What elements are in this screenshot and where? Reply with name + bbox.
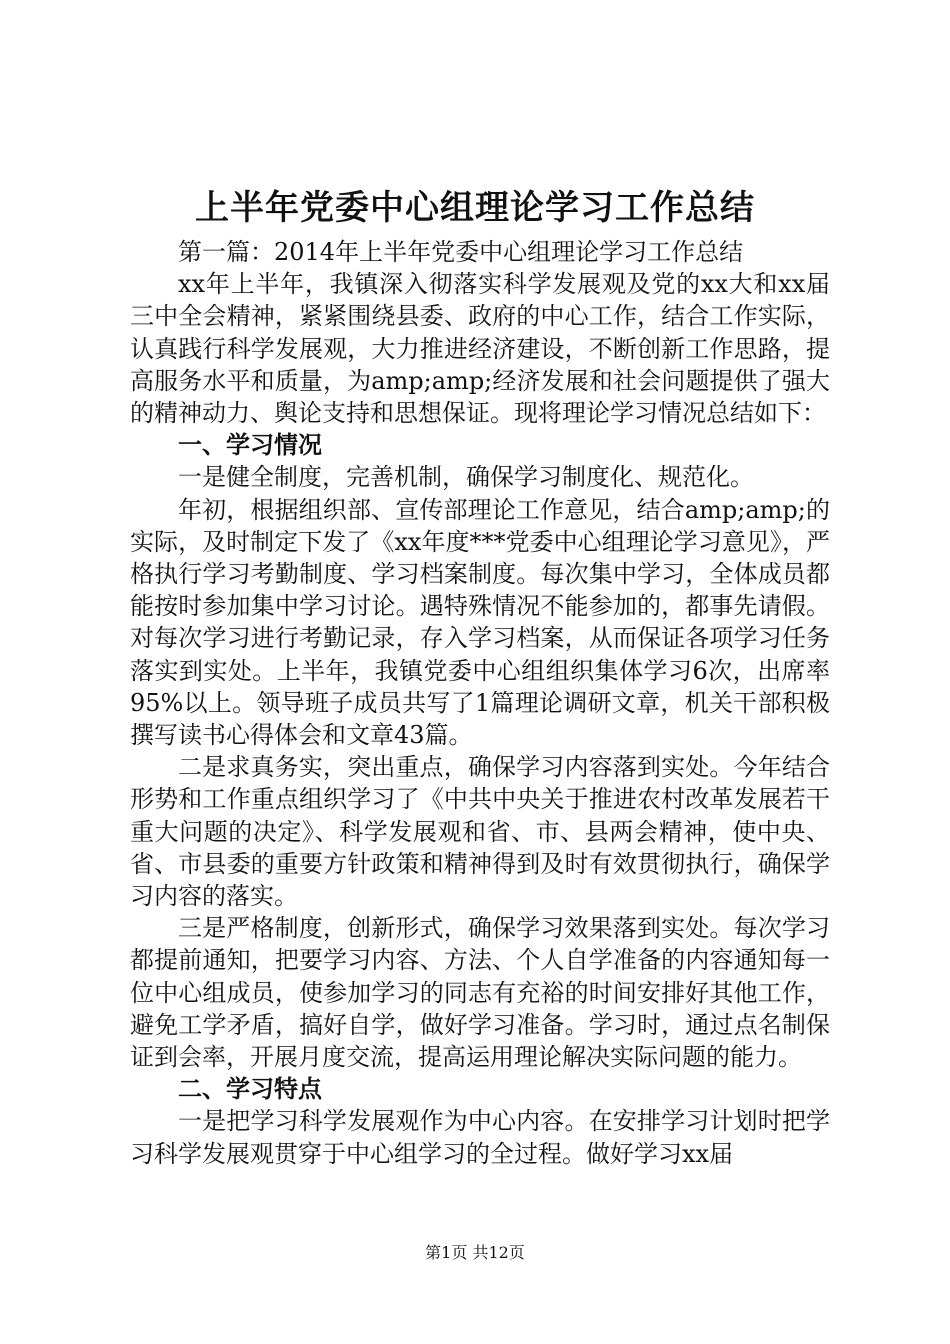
paragraph-point-three: 三是严格制度，创新形式，确保学习效果落到实处。每次学习都提前通知，把要学习内容、方法、个人自学准备的内容通知每一位中心组成员，使参加学习的同志有充裕的时间安排好其他工作，避免工学矛盾，搞好自学，做好学习准备。学习时，通过点名制保证到会率，开展月度交流，提高运用理论解决实际问题的能力。 <box>130 914 830 1072</box>
document-title: 上半年党委中心组理论学习工作总结 <box>195 188 755 228</box>
section-heading-study-features: 二、学习特点 <box>178 1074 322 1104</box>
paragraph-point-one: 一是健全制度，完善机制，确保学习制度化、规范化。 <box>178 463 754 492</box>
paragraph-point-two: 二是求真务实，突出重点，确保学习内容落到实处。今年结合形势和工作重点组织学习了《中共中央关于推进农村改革发展若干重大问题的决定》、科学发展观和省、市、县两会精神，使中央、省、市县委的重要方针政策和精神得到及时有效贯彻执行，确保学习内容的落实。 <box>130 753 830 911</box>
paragraph-intro: xx年上半年，我镇深入彻落实科学发展观及党的xx大和xx届三中全会精神，紧紧围绕县委、政府的中心工作，结合工作实际，认真践行科学发展观，大力推进经济建设，不断创新工作思路，提高服务水平和质量，为amp;amp;经济发展和社会问题提供了强大的精神动力、舆论支持和思想保证。现将理论学习情况总结如下： <box>130 270 830 428</box>
paragraph-point-one-detail: 年初，根据组织部、宣传部理论工作意见，结合amp;amp;的实际，及时制定下发了《xx年度***党委中心组理论学习意见》，严格执行学习考勤制度、学习档案制度。每次集中学习，全体成员都能按时参加集中学习讨论。遇特殊情况不能参加的，都事先请假。对每次学习进行考勤记录，存入学习档案，从而保证各项学习任务落实到实处。上半年，我镇党委中心组组织集体学习6次，出席率95%以上。领导班子成员共写了1篇理论调研文章，机关干部积极撰写读书心得体会和文章43篇。 <box>130 495 830 750</box>
paragraph-feature-one: 一是把学习科学发展观作为中心内容。在安排学习计划时把学习科学发展观贯穿于中心组学习的全过程。做好学习xx届 <box>130 1107 830 1168</box>
paragraph-subtitle: 第一篇：2014年上半年党委中心组理论学习工作总结 <box>178 238 744 266</box>
page-footer: 第1页 共12页 <box>425 1243 525 1262</box>
section-heading-study-situation: 一、学习情况 <box>178 430 322 460</box>
document-body <box>130 236 830 1170</box>
